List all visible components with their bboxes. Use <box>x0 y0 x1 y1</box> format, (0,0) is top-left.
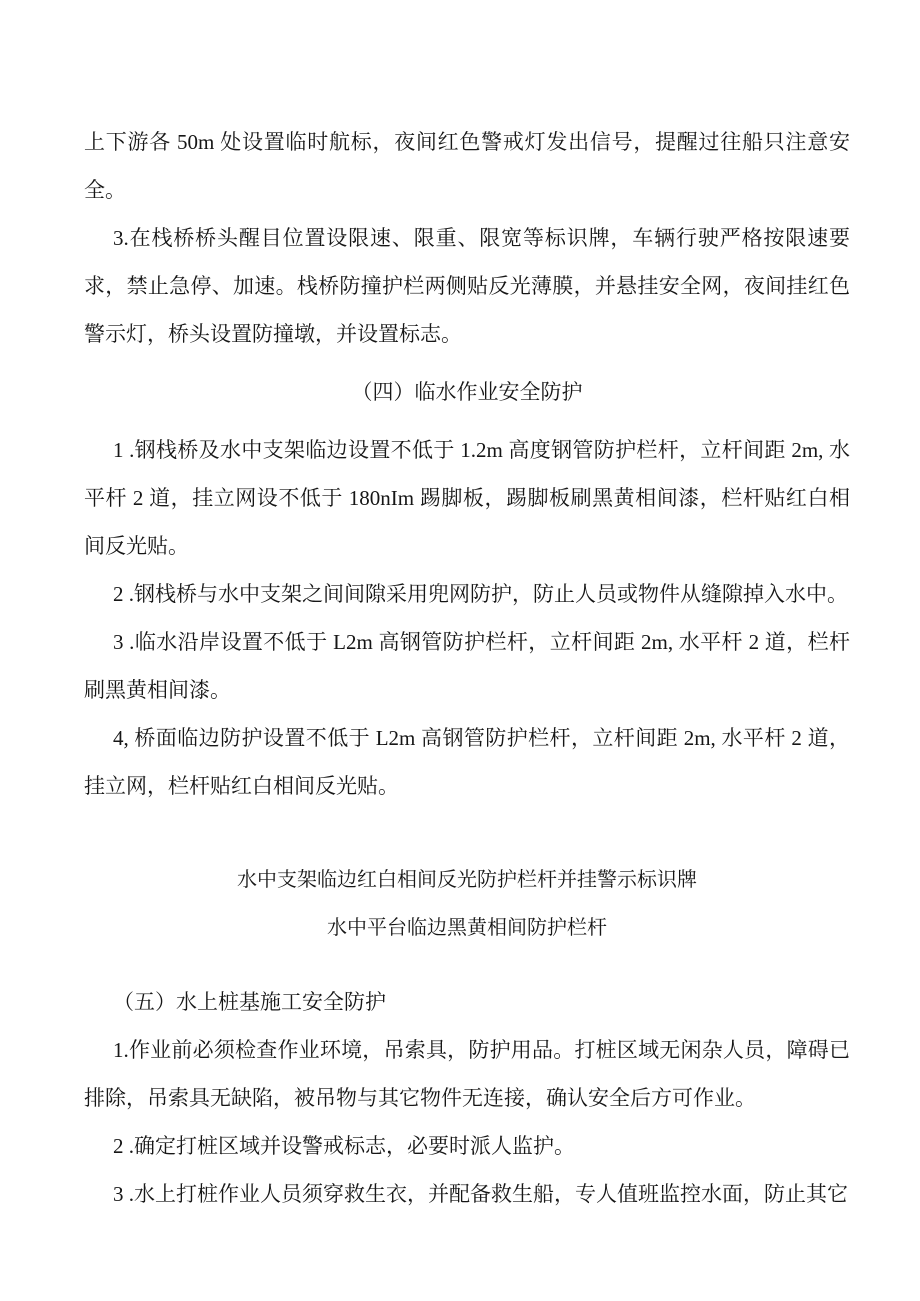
section5-item2: 2 .确定打桩区域并设警戒标志，必要时派人监护。 <box>113 1134 575 1158</box>
section4-item3: 3 .临水沿岸设置不低于 L2m 高钢管防护栏杆，立杆间距 2m, 水平杆 2 道，栏杆刷黑黄相间漆。 <box>84 630 850 702</box>
figure-caption-platform-railing: 水中平台临边黑黄相间防护栏杆 <box>327 917 607 939</box>
section4-item4: 4, 桥面临边防护设置不低于 L2m 高钢管防护栏杆，立杆间距 2m, 水平杆 2 道，挂立网，栏杆贴红白相间反光贴。 <box>84 726 850 798</box>
section4-item2: 2 .钢栈桥与水中支架之间间隙采用兜网防护，防止人员或物件从缝隙掉入水中。 <box>113 582 848 606</box>
section5-heading: （五）水上桩基施工安全防护 <box>113 990 386 1014</box>
figure-caption-support-railing: 水中支架临边红白相间反光防护栏杆并挂警示标识牌 <box>237 869 697 891</box>
section5-item1: 1.作业前必须检查作业环境，吊索具，防护用品。打桩区域无闲杂人员，障碍已排除，吊索具无缺陷，被吊物与其它物件无连接，确认安全后方可作业。 <box>84 1038 850 1110</box>
section5-item3: 3 .水上打桩作业人员须穿救生衣，并配备救生船，专人值班监控水面，防止其它 <box>113 1182 848 1206</box>
section4-heading: （四）临水作业安全防护 <box>351 380 583 404</box>
paragraph-item3-bridgehead: 3.在栈桥桥头醒目位置设限速、限重、限宽等标识牌，车辆行驶严格按限速要求，禁止急停、加速。栈桥防撞护栏两侧贴反光薄膜，并悬挂安全网，夜间挂红色警示灯，桥头设置防撞墩，并设置标志。 <box>84 226 850 346</box>
section4-item1: 1 .钢栈桥及水中支架临边设置不低于 1.2m 高度钢管防护栏杆，立杆间距 2m, 水平杆 2 道，挂立网设不低于 180nIm 踢脚板，踢脚板刷黑黄相间漆，栏杆贴红白相间反光贴。 <box>84 438 850 558</box>
paragraph-intro-tail: 上下游各 50m 处设置临时航标，夜间红色警戒灯发出信号，提醒过往船只注意安全。 <box>84 130 850 202</box>
